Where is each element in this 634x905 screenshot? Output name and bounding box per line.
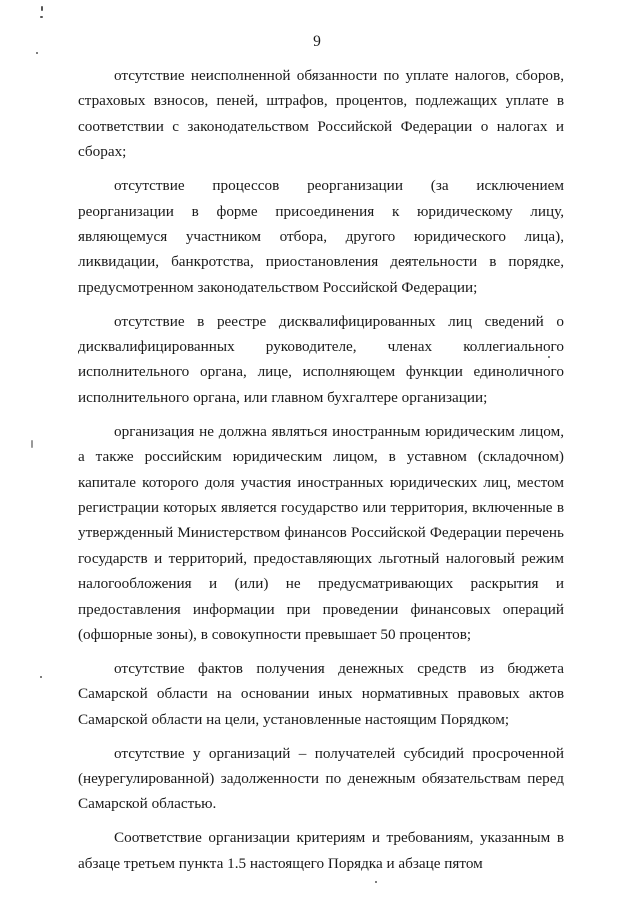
document-body bbox=[78, 63, 564, 876]
scan-speck bbox=[375, 881, 377, 883]
scan-speck bbox=[40, 16, 43, 18]
scan-speck bbox=[40, 676, 42, 678]
page-number: 9 bbox=[313, 33, 321, 50]
paragraph-foreign-entity: организация не должна являться иностранным юридическим лицом, а также российским юридическим лицом, в уставном (складочном) капитале которого доля участия иностранных юридических лиц, местом регистрации которых является государство или территория, включенные в утвержденный Министерством финансов Российской Федерации перечень государств и территорий, предоставляющих льготный налоговый режим налогообложения и (или) не предусматривающих раскрытия и предоставления информации при проведении финансовых операций (офшорные зоны), в совокупности превышает 50 процентов; bbox=[78, 422, 564, 644]
paragraph-compliance: Соответствие организации критериям и требованиям, указанным в абзаце третьем пункта 1.5 настоящего Порядка и абзаце пятом bbox=[78, 829, 564, 872]
paragraph-budget-funds: отсутствие фактов получения денежных средств из бюджета Самарской области на основании иных нормативных правовых актов Самарской области на цели, установленные настоящим Порядком; bbox=[78, 659, 564, 728]
paragraph-reorganization: отсутствие процессов реорганизации (за исключением реорганизации в форме присоединения к юридическому лицу, являющемуся участником отбора, другого юридического лица), ликвидации, банкротства, приостановления деятельности в порядке, предусмотренном законодательством Российской Федерации; bbox=[78, 177, 564, 296]
scan-speck bbox=[41, 6, 43, 11]
paragraph-disqualified-persons: отсутствие в реестре дисквалифицированных лиц сведений о дисквалифицированных руководителе, членах коллегиального исполнительного органа, лице, исполняющем функции единоличного исполнительного органа, или главном бухгалтере организации; bbox=[78, 312, 564, 406]
scan-speck bbox=[31, 440, 33, 448]
paragraph-overdue-debt: отсутствие у организаций – получателей субсидий просроченной (неурегулированной) задолженности по денежным обязательствам перед Самарской областью. bbox=[78, 744, 564, 813]
scan-speck bbox=[36, 52, 38, 54]
paragraph-tax-obligations: отсутствие неисполненной обязанности по уплате налогов, сборов, страховых взносов, пеней, штрафов, процентов, подлежащих уплате в соответствии с законодательством Российской Федерации о налогах и сборах; bbox=[78, 67, 564, 161]
